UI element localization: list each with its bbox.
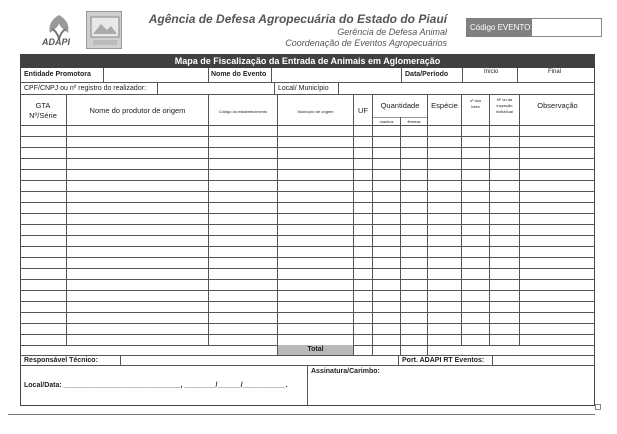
start-date-label: Início [484, 69, 499, 75]
technician-label: Responsável Técnico: [24, 357, 98, 364]
event-name-field[interactable] [272, 68, 401, 82]
table-row[interactable] [20, 180, 595, 191]
col-header-species: Espécie [431, 101, 458, 110]
total-label: Total [278, 345, 353, 355]
department-name: Gerência de Defesa Animal [337, 27, 447, 37]
technician-field[interactable] [121, 355, 398, 365]
cpf-cnpj-label: CPF/CNPJ ou nº registro do realizador: [24, 85, 146, 92]
corner-marker [595, 404, 601, 410]
col-header-lots-2: lotes [471, 104, 480, 109]
port-adapi-label: Port. ADAPI RT Eventos: [402, 357, 485, 364]
col-header-quantity: Quantidade [380, 101, 420, 110]
table-row[interactable] [20, 169, 595, 180]
col-header-establishment: Código do estabelecimento [218, 109, 268, 114]
table-row[interactable] [20, 279, 595, 290]
table-row[interactable] [20, 246, 595, 257]
table-row[interactable] [20, 202, 595, 213]
col-header-uf: UF [358, 106, 368, 115]
table-row[interactable] [20, 323, 595, 334]
page-divider [8, 414, 595, 415]
coordination-name: Coordenação de Eventos Agropecuários [285, 38, 447, 48]
table-row[interactable] [20, 147, 595, 158]
table-row[interactable] [20, 334, 595, 345]
location-field[interactable] [339, 82, 595, 94]
col-header-females: fêmeas [407, 119, 421, 124]
col-header-inspection-1: Nº ou da [496, 97, 513, 102]
table-row[interactable] [20, 213, 595, 224]
table-row[interactable] [20, 301, 595, 312]
promoter-field[interactable] [104, 68, 208, 82]
table-row[interactable] [20, 158, 595, 169]
col-header-gta: GTA [35, 101, 51, 110]
col-header-municipality: Município de origem [297, 109, 334, 114]
col-header-lots-1: nº dos [469, 98, 482, 103]
table-row[interactable] [20, 268, 595, 279]
place-date-line[interactable]: Local/Data: ______________________________, ________/______/___________. [24, 382, 288, 389]
port-adapi-field[interactable] [493, 355, 595, 365]
table-row[interactable] [20, 235, 595, 246]
end-date-label: Final [548, 69, 562, 75]
form-title: Mapa de Fiscalização da Entrada de Animais em Aglomeração [20, 54, 595, 68]
table-row[interactable] [20, 224, 595, 235]
agency-name: Agência de Defesa Agropecuária do Estado do Piauí [148, 12, 447, 26]
signature-label: Assinatura/Carimbo: [311, 368, 380, 375]
col-header-observation: Observação [537, 101, 578, 110]
event-name-label: Nome do Evento [211, 71, 267, 78]
table-row[interactable] [20, 290, 595, 301]
col-header-gta-series: Nº/Série [29, 111, 57, 120]
col-header-inspection-3: individual [496, 109, 513, 114]
piaui-emblem-logo [86, 11, 122, 49]
col-header-inspection-2: inspeção [496, 103, 513, 108]
cpf-cnpj-field[interactable] [158, 82, 274, 94]
col-header-producer: Nome do produtor de origem [89, 106, 186, 115]
promoter-label: Entidade Promotora [24, 71, 91, 78]
location-label: Local/ Município [278, 85, 329, 92]
adapi-logo-text: ADAPI [42, 37, 71, 47]
table-row[interactable] [20, 257, 595, 268]
table-row[interactable] [20, 191, 595, 202]
col-header-males: machos [379, 119, 394, 124]
date-period-label: Data/Período [405, 71, 449, 78]
table-row[interactable] [20, 312, 595, 323]
table-row[interactable] [20, 136, 595, 147]
event-code-label: Código EVENTO [466, 18, 532, 37]
table-row[interactable] [20, 125, 595, 136]
